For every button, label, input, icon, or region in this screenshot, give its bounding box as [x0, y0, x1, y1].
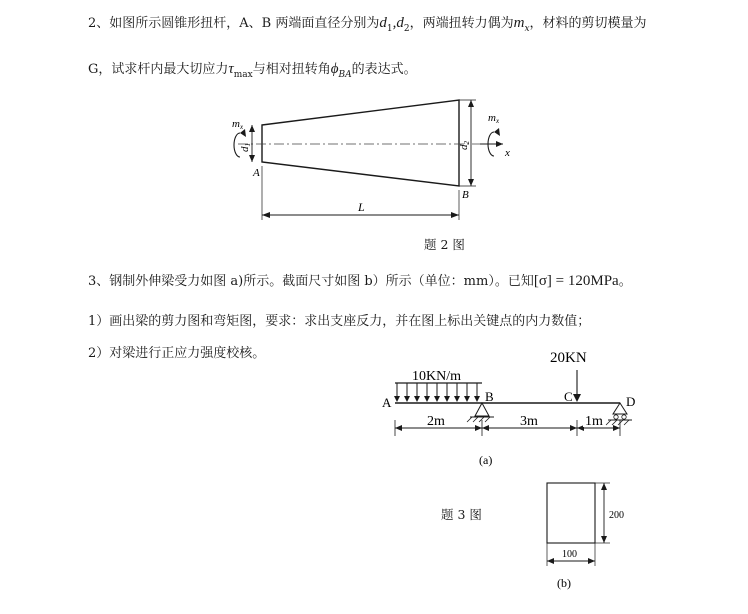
label-dim-BC: 3m — [520, 414, 538, 429]
dist-load-arrowhead — [404, 396, 410, 402]
dim-arrowhead — [613, 425, 620, 431]
dist-load-arrowhead — [424, 396, 430, 402]
roller-wheel — [622, 415, 626, 419]
label-point-A: A — [382, 395, 392, 410]
support-D-roller — [613, 403, 627, 414]
math-sub: max — [233, 70, 253, 80]
label-x: x — [505, 147, 510, 159]
hatch-line — [618, 420, 623, 425]
cross-section-rect — [547, 483, 595, 543]
math-sub: 1 — [386, 24, 393, 34]
math-d: d — [379, 15, 387, 31]
problem3-requirement-2: 2）对梁进行正应力强度校核。 — [88, 346, 266, 361]
dist-load-arrowhead — [434, 396, 440, 402]
label-end-B: B — [462, 189, 469, 201]
text-fragment: 与相对扭转角 — [252, 62, 331, 77]
label-d1-letter: d — [239, 146, 251, 152]
label-point-C: C — [564, 389, 573, 404]
label-height-200: 200 — [609, 510, 624, 521]
dist-load-arrowhead — [444, 396, 450, 402]
support-B-hatch — [467, 417, 490, 422]
problem2-caption: 题 2 图 — [424, 237, 465, 252]
text-fragment: G，试求杆内最大切应力 — [88, 62, 229, 77]
hatch-line — [473, 417, 478, 422]
label-width-100: 100 — [562, 549, 577, 560]
math-m: m — [513, 15, 525, 31]
text-fragment: 的表达式。 — [351, 62, 417, 77]
dist-load-arrowhead — [414, 396, 420, 402]
dim-arrowhead — [475, 425, 482, 431]
math-comma: , — [392, 15, 397, 31]
math-tau: τ — [228, 61, 234, 77]
figure-b-caption: (b) — [557, 576, 571, 590]
point-load-arrowhead — [573, 394, 581, 402]
text-fragment: 3、钢制外伸梁受力如图 a)所示。截面尺寸如图 b）所示（单位：mm）。已知 — [88, 274, 534, 289]
dim-h-arrow-top — [601, 483, 607, 490]
label-dim-CD: 1m — [585, 414, 603, 429]
label-point-B: B — [485, 389, 494, 404]
hatch-line — [612, 420, 617, 425]
math-d: d — [396, 15, 404, 31]
hatch-line — [606, 420, 611, 425]
hatch-line — [485, 417, 490, 422]
hatch-line — [467, 417, 472, 422]
dim-arrowhead — [395, 425, 402, 431]
dist-load-arrowheads — [394, 396, 480, 402]
allowable-stress-formula: [σ] = 120MPa — [533, 273, 619, 289]
label-mx-right-letter: m — [488, 112, 496, 124]
dim-arrowhead — [482, 425, 489, 431]
hatch-line — [624, 420, 629, 425]
dist-load-arrowhead — [394, 396, 400, 402]
label-point-D: D — [626, 394, 636, 409]
text-fragment: 2、如图所示圆锥形扭杆，A、B 两端面直径分别为 — [88, 16, 380, 31]
label-d1-sub: 1 — [244, 143, 252, 147]
dist-load-arrowhead — [464, 396, 470, 402]
label-end-A: A — [253, 167, 260, 179]
text-fragment: ，两端扭转力偶为 — [409, 16, 514, 31]
label-dist-load: 10KN/m — [412, 369, 461, 384]
label-mx-left-sub: x — [239, 123, 244, 131]
label-d2-sub: 2 — [463, 141, 471, 145]
problem3-caption: 题 3 图 — [441, 507, 482, 522]
roller-wheel — [614, 415, 618, 419]
figure-a-caption: (a) — [479, 453, 493, 467]
dim-arrowhead — [570, 425, 577, 431]
label-mx-right-sub: x — [495, 117, 500, 125]
label-d2-letter: d — [458, 144, 470, 150]
dist-load-arrowhead — [454, 396, 460, 402]
support-D-hatch — [606, 420, 629, 425]
dim-w-arrow-right — [588, 558, 595, 564]
problem3-requirement-1: 1）画出梁的剪力图和弯矩图，要求：求出支座反力，并在图上标出关键点的内力数值； — [88, 314, 591, 329]
label-dim-AB: 2m — [427, 414, 445, 429]
text-fragment: ，材料的剪切模量为 — [529, 16, 647, 31]
math-sub: BA — [338, 70, 352, 80]
hatch-line — [479, 417, 484, 422]
math-sub: x — [524, 24, 530, 34]
dist-load-arrowhead — [474, 396, 480, 402]
label-point-load: 20KN — [550, 350, 587, 366]
dim-h-arrow-bottom — [601, 536, 607, 543]
text-fragment: 。 — [618, 274, 632, 289]
support-B-pin — [475, 403, 489, 416]
label-mx-left-letter: m — [232, 118, 240, 130]
label-L: L — [358, 200, 365, 214]
math-sub: 2 — [403, 24, 410, 34]
dim-w-arrow-left — [547, 558, 554, 564]
dim-arrowhead — [577, 425, 584, 431]
math-phi: ϕ — [330, 61, 339, 77]
